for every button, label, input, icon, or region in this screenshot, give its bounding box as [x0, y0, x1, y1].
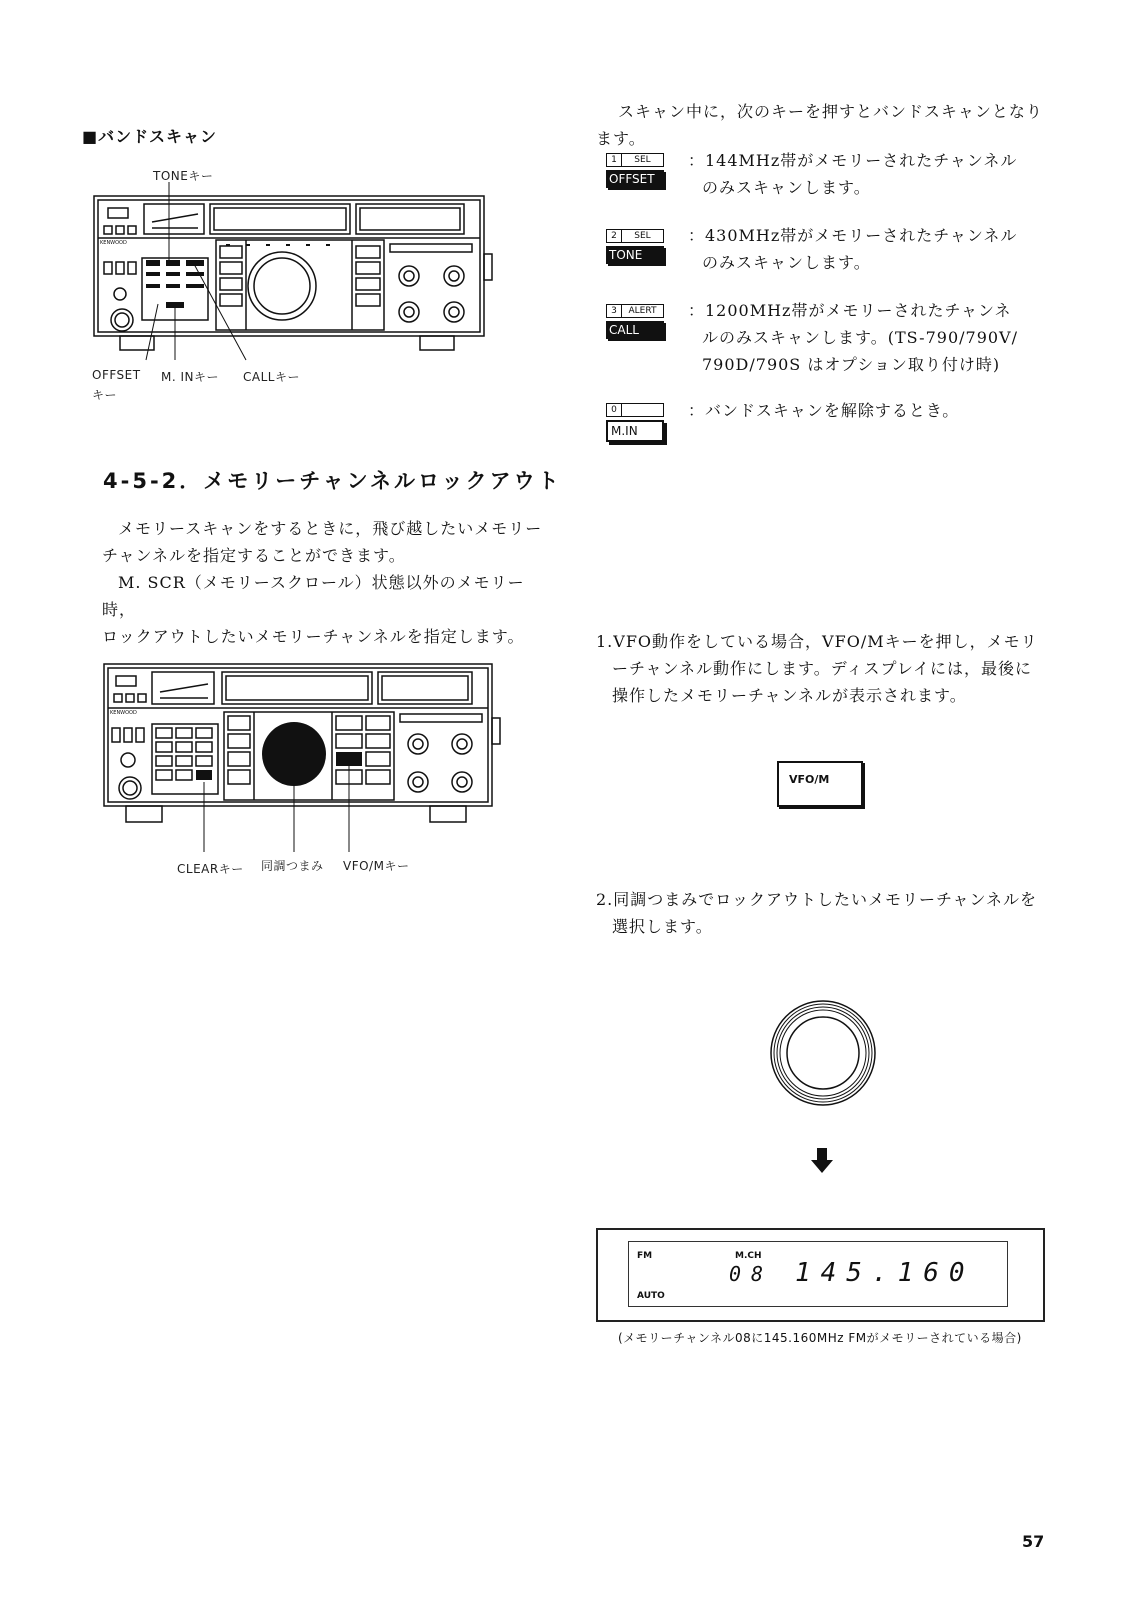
band-scan-title: ■バンドスキャン	[82, 127, 217, 146]
paragraph-1-line-1: メモリースキャンをするときに，飛び越したいメモリー	[118, 519, 543, 538]
m-in-key-label: M. INキー	[161, 370, 219, 384]
tone-key-label: TONEキー	[153, 169, 214, 183]
tone-key-icon: 2 SEL TONE	[606, 229, 664, 264]
display-caption: (メモリーチャンネル08に145.160MHz FMがメモリーされている場合)	[618, 1331, 1022, 1345]
offset-key-description: ：144MHz帯がメモリーされたチャンネル のみスキャンします。	[688, 151, 1018, 197]
section-heading: 4-5-2．メモリーチャンネルロックアウト	[103, 469, 562, 493]
svg-text:KENWOOD: KENWOOD	[100, 240, 127, 246]
tone-key-description: ：430MHz帯がメモリーされたチャンネル のみスキャンします。	[688, 226, 1018, 272]
clear-key-label: CLEARキー	[177, 862, 244, 876]
offset-key-icon: 1 SEL OFFSET	[606, 153, 664, 188]
paragraph-2-line-2: ロックアウトしたいメモリーチャンネルを指定します。	[102, 627, 525, 646]
mode-fm-indicator: FM	[637, 1251, 653, 1261]
call-key-description: ：1200MHz帯がメモリーされたチャンネ ルのみスキャンします。(TS-790/790V/ 790D/790S はオプション取り付け時)	[688, 301, 1019, 374]
tuning-knob-label: 同調つまみ	[261, 859, 324, 873]
frequency-readout: 145.160	[795, 1258, 975, 1288]
vfo-m-key-label: VFO/Mキー	[343, 859, 410, 873]
step-1-line-2: ーチャンネル動作にします。ディスプレイには，最後に	[612, 659, 1033, 678]
intro-line-1: スキャン中に，次のキーを押すとバンドスキャンとなり	[618, 102, 1043, 121]
vfo-m-button-icon: VFO/M	[777, 761, 863, 807]
memory-channel-indicator: M.CH	[735, 1251, 762, 1261]
offset-key-label-suffix: キー	[92, 388, 118, 402]
page-number: 57	[1022, 1532, 1045, 1551]
offset-key-label: OFFSET	[92, 368, 141, 382]
intro-line-2: ます。	[596, 129, 646, 148]
tuning-knob-icon	[768, 998, 878, 1108]
channel-number: 08	[729, 1262, 774, 1286]
auto-indicator: AUTO	[637, 1291, 665, 1301]
down-arrow-icon	[810, 1148, 834, 1174]
frequency-display	[596, 1228, 1045, 1322]
m-in-key-icon: 0 M.IN	[606, 403, 664, 442]
transceiver-figure-band-scan	[86, 182, 506, 362]
paragraph-2-line-1: M. SCR（メモリースクロール）状態以外のメモリー時，	[102, 573, 525, 619]
svg-text:KENWOOD: KENWOOD	[110, 710, 137, 716]
step-2-line-1: 2.同調つまみでロックアウトしたいメモリーチャンネルを	[596, 890, 1037, 909]
step-1-line-1: 1.VFO動作をしている場合，VFO/Mキーを押し，メモリ	[596, 632, 1038, 651]
transceiver-figure-lockout	[96, 656, 516, 856]
paragraph-1-line-2: チャンネルを指定することができます。	[102, 546, 406, 565]
step-1-line-3: 操作したメモリーチャンネルが表示されます。	[612, 686, 967, 705]
m-in-key-description: ：バンドスキャンを解除するとき。	[688, 401, 960, 420]
step-2-line-2: 選択します。	[612, 917, 713, 936]
call-key-icon: 3 ALERT CALL	[606, 304, 664, 339]
call-key-label: CALLキー	[243, 370, 300, 384]
